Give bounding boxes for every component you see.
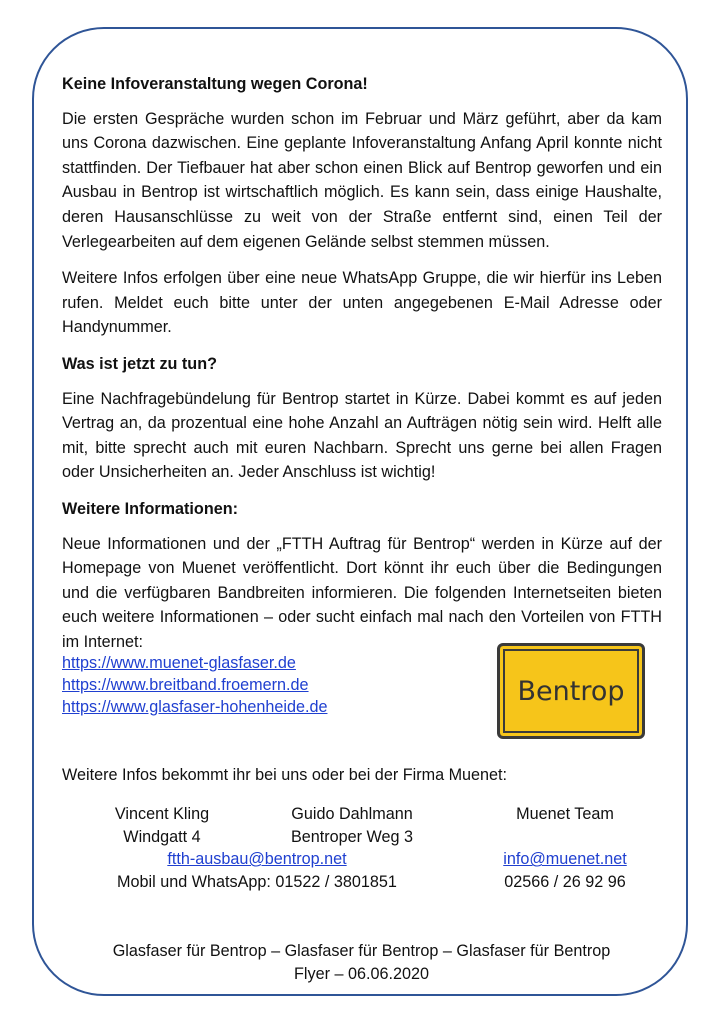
link-breitband-froemern[interactable]: https://www.breitband.froemern.de <box>62 676 309 694</box>
town-sign-text: Bentrop <box>517 675 625 707</box>
contact-company <box>470 803 660 893</box>
section-heading-todo: Was ist jetzt zu tun? <box>62 354 217 373</box>
section-heading-info: Weitere Informationen: <box>62 499 238 518</box>
link-muenet-glasfaser[interactable]: https://www.muenet-glasfaser.de <box>62 654 296 672</box>
paragraph-todo: Eine Nachfragebündelung für Bentrop startet in Kürze. Dabei kommt es auf jeden Vertrag an, da prozentual eine hohe Anzahl an Aufträgen nötig sein wird. Helft alle mit, bitte sprecht auch mit euren Nachbarn. Sprecht uns gerne bei allen Fragen oder Unsicherheiten an. Jeder Anschluss ist wichtig! <box>62 389 662 482</box>
mobile-number: Mobil und WhatsApp: 01522 / 3801851 <box>117 872 397 891</box>
link-list <box>62 652 327 718</box>
contact-person-2 <box>287 803 417 848</box>
footer-date: Flyer – 06.06.2020 <box>294 965 429 983</box>
contact-street: Bentroper Weg 3 <box>290 827 414 846</box>
email-link-muenet[interactable]: info@muenet.net <box>503 850 627 869</box>
town-sign-image <box>497 643 645 739</box>
footer-slogan: Glasfaser für Bentrop – Glasfaser für Bentrop – Glasfaser für Bentrop <box>112 942 611 960</box>
paragraph-whatsapp: Weitere Infos erfolgen über eine neue WhatsApp Gruppe, die wir hierfür ins Leben rufen. Meldet euch bitte unter der unten angegebenen E-Mail Adresse oder Handynummer. <box>62 269 662 337</box>
contact-street: Windgatt 4 <box>123 827 201 846</box>
contact-name: Vincent Kling <box>114 805 210 823</box>
link-glasfaser-hohenheide[interactable]: https://www.glasfaser-hohenheide.de <box>62 698 328 716</box>
contact-intro: Weitere Infos bekommt ihr bei uns oder bei der Firma Muenet: <box>62 766 508 784</box>
paragraph-info: Neue Informationen und der „FTTH Auftrag für Bentrop“ werden in Kürze auf der Homepage von Muenet veröffentlicht. Dort könnt ihr euch über die Bedingungen und die verfügbaren Bandbreiten informieren. Die folgenden Internetseiten bieten euch weitere Informationen – oder sucht einfach mal nach den Vorteilen von FTTH im Internet: <box>62 534 662 651</box>
contact-person-1 <box>97 803 227 848</box>
company-phone: 02566 / 26 92 96 <box>504 872 626 891</box>
email-link-bentrop[interactable]: ftth-ausbau@bentrop.net <box>167 850 347 868</box>
contact-name: Guido Dahlmann <box>291 805 413 823</box>
main-content <box>62 72 662 666</box>
company-name: Muenet Team <box>516 805 614 823</box>
section-heading-corona: Keine Infoveranstaltung wegen Corona! <box>62 75 368 93</box>
footer <box>32 940 691 986</box>
shared-contact <box>97 848 417 893</box>
paragraph-corona: Die ersten Gespräche wurden schon im Februar und März geführt, aber da kam uns Corona dazwischen. Eine geplante Infoveranstaltung Anfang April konnte nicht stattfinden. Der Tiefbauer hat aber schon einen Blick auf Bentrop geworfen und ein Ausbau in Bentrop ist wirtschaftlich möglich. Es kann sein, dass einige Haushalte, deren Hausanschlüsse zu weit von der Straße entfernt sind, einen Teil der Verlegearbeiten auf dem eigenen Gelände selbst stemmen müssen. <box>62 109 662 251</box>
